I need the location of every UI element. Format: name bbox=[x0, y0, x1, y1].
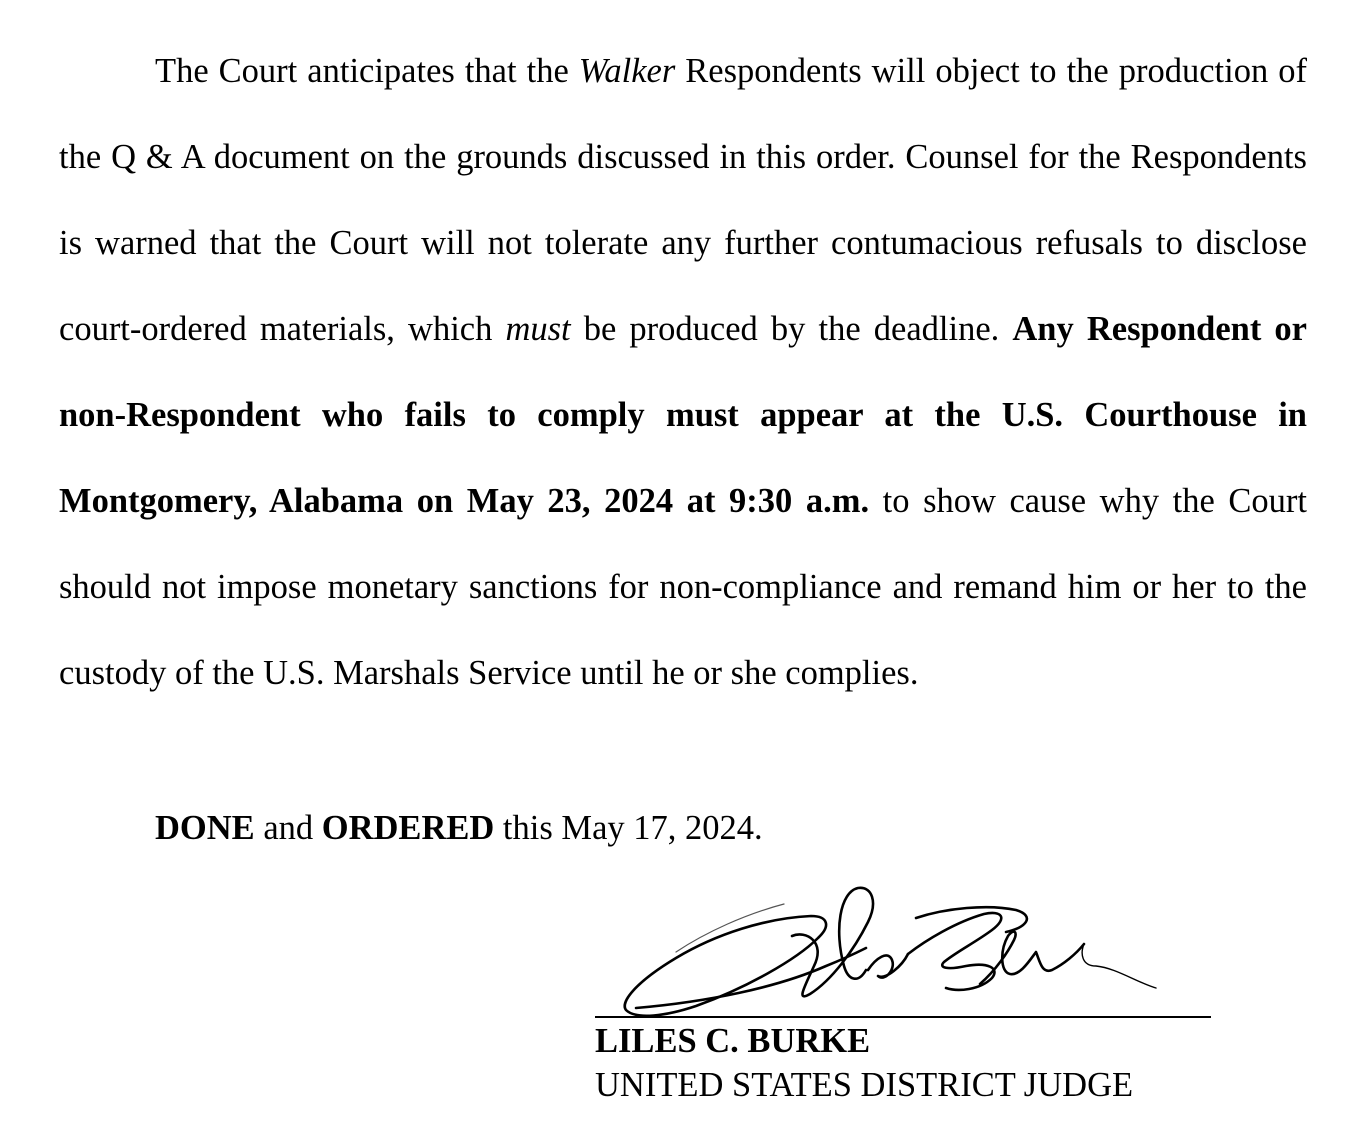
closing-and: and bbox=[254, 809, 322, 847]
paragraph-text-1: The Court anticipates that the bbox=[155, 52, 579, 90]
order-paragraph bbox=[59, 28, 1307, 716]
ordered-bold: ORDERED bbox=[321, 809, 495, 847]
must-italic: must bbox=[505, 310, 571, 348]
compliance-warning-bold: Any Respondent or non-Respondent who fails to comply must appear at the U.S. Courthouse in Montgomery, Alabama on May 23, 2024 at 9:30 a.m. bbox=[59, 310, 1307, 520]
judge-title: UNITED STATES DISTRICT JUDGE bbox=[595, 1066, 1134, 1104]
signature-line bbox=[595, 1016, 1211, 1018]
paragraph-text-3: be produced by the deadline. bbox=[570, 310, 1013, 348]
done-and-ordered bbox=[155, 800, 763, 856]
closing-date: this May 17, 2024. bbox=[494, 809, 763, 847]
paragraph-text-2: Respondents will object to the production of the Q & A document on the grounds discussed in this order. Counsel for the Respondents is warned that the Court will not tolerate any further contumacious refusals to disclose court-ordered materials, which bbox=[59, 52, 1307, 348]
judge-signature bbox=[596, 870, 1236, 1030]
paragraph-text-4: to show cause why the Court should not impose monetary sanctions for non-compliance and remand him or her to the custody of the U.S. Marshals Service until he or she complies. bbox=[59, 482, 1307, 692]
done-bold: DONE bbox=[155, 809, 255, 847]
walker-italic: Walker bbox=[578, 52, 676, 90]
judge-name: LILES C. BURKE bbox=[595, 1022, 871, 1060]
